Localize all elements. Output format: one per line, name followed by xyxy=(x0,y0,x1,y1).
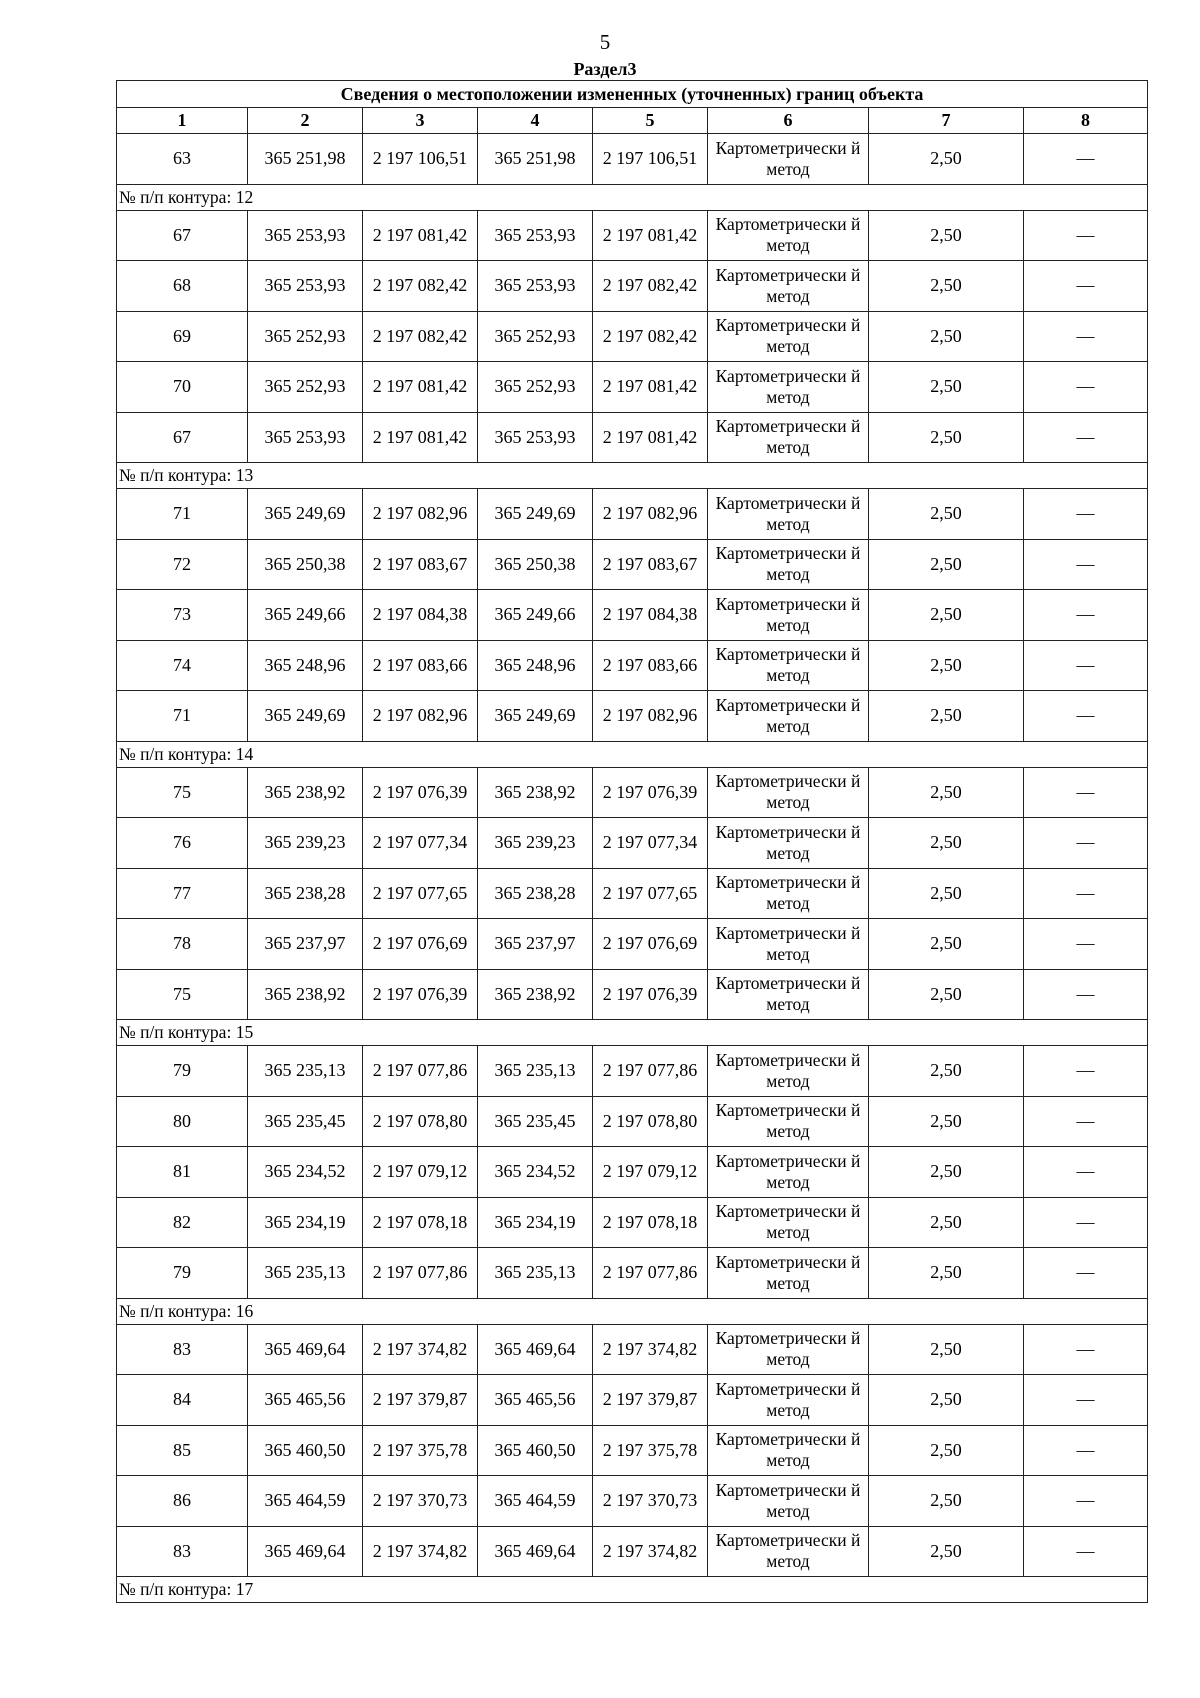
cell-y-old: 2 197 078,80 xyxy=(363,1096,478,1147)
cell-description: — xyxy=(1024,919,1148,970)
cell-y-old: 2 197 375,78 xyxy=(363,1425,478,1476)
cell-point-number: 73 xyxy=(117,590,248,641)
cell-accuracy: 2,50 xyxy=(869,1425,1024,1476)
table-row xyxy=(117,1197,1148,1248)
cell-x-old: 365 249,69 xyxy=(248,489,363,540)
cell-x-new: 365 238,92 xyxy=(478,767,593,818)
cell-y-new: 2 197 370,73 xyxy=(593,1476,708,1527)
cell-description: — xyxy=(1024,539,1148,590)
cell-y-old: 2 197 082,96 xyxy=(363,691,478,742)
cell-point-number: 67 xyxy=(117,210,248,261)
cell-accuracy: 2,50 xyxy=(869,818,1024,869)
cell-y-new: 2 197 082,96 xyxy=(593,691,708,742)
cell-y-old: 2 197 077,34 xyxy=(363,818,478,869)
cell-method: Картометрически й метод xyxy=(708,261,869,312)
cell-description: — xyxy=(1024,1476,1148,1527)
page-number: 5 xyxy=(599,30,611,54)
cell-y-old: 2 197 081,42 xyxy=(363,362,478,413)
table-row xyxy=(117,489,1148,540)
contour-label: № п/п контура: 13 xyxy=(117,463,1148,489)
section-title: Раздел3 xyxy=(573,59,637,79)
table-row xyxy=(117,1248,1148,1299)
cell-point-number: 78 xyxy=(117,919,248,970)
cell-y-old: 2 197 370,73 xyxy=(363,1476,478,1527)
cell-method: Картометрически й метод xyxy=(708,362,869,413)
cell-x-new: 365 251,98 xyxy=(478,134,593,185)
cell-y-old: 2 197 083,66 xyxy=(363,640,478,691)
cell-x-old: 365 253,93 xyxy=(248,261,363,312)
cell-x-old: 365 252,93 xyxy=(248,311,363,362)
cell-x-old: 365 469,64 xyxy=(248,1526,363,1577)
cell-x-old: 365 248,96 xyxy=(248,640,363,691)
cell-description: — xyxy=(1024,868,1148,919)
cell-x-new: 365 249,66 xyxy=(478,590,593,641)
cell-point-number: 67 xyxy=(117,412,248,463)
cell-method: Картометрически й метод xyxy=(708,489,869,540)
cell-x-new: 365 252,93 xyxy=(478,362,593,413)
table-row xyxy=(117,640,1148,691)
cell-x-new: 365 249,69 xyxy=(478,691,593,742)
table-row xyxy=(117,818,1148,869)
cell-x-new: 365 253,93 xyxy=(478,261,593,312)
cell-y-old: 2 197 082,96 xyxy=(363,489,478,540)
cell-method: Картометрически й метод xyxy=(708,134,869,185)
column-number-row xyxy=(117,108,1148,134)
cell-description: — xyxy=(1024,134,1148,185)
cell-y-new: 2 197 374,82 xyxy=(593,1526,708,1577)
cell-x-old: 365 238,92 xyxy=(248,767,363,818)
cell-x-old: 365 237,97 xyxy=(248,919,363,970)
contour-row xyxy=(117,463,1148,489)
cell-y-old: 2 197 076,39 xyxy=(363,969,478,1020)
cell-y-new: 2 197 078,80 xyxy=(593,1096,708,1147)
cell-y-new: 2 197 083,67 xyxy=(593,539,708,590)
cell-accuracy: 2,50 xyxy=(869,539,1024,590)
cell-x-old: 365 235,13 xyxy=(248,1046,363,1097)
cell-y-old: 2 197 081,42 xyxy=(363,210,478,261)
cell-x-old: 365 469,64 xyxy=(248,1324,363,1375)
cell-y-old: 2 197 077,86 xyxy=(363,1248,478,1299)
cell-y-new: 2 197 076,39 xyxy=(593,767,708,818)
table-row xyxy=(117,134,1148,185)
cell-description: — xyxy=(1024,1096,1148,1147)
cell-y-new: 2 197 077,86 xyxy=(593,1046,708,1097)
cell-accuracy: 2,50 xyxy=(869,969,1024,1020)
cell-accuracy: 2,50 xyxy=(869,1248,1024,1299)
cell-method: Картометрически й метод xyxy=(708,640,869,691)
table-caption: Сведения о местоположении измененных (уточненных) границ объекта xyxy=(117,81,1148,108)
cell-point-number: 79 xyxy=(117,1248,248,1299)
cell-accuracy: 2,50 xyxy=(869,1476,1024,1527)
table-row xyxy=(117,1324,1148,1375)
cell-accuracy: 2,50 xyxy=(869,919,1024,970)
cell-method: Картометрически й метод xyxy=(708,210,869,261)
cell-accuracy: 2,50 xyxy=(869,210,1024,261)
cell-point-number: 63 xyxy=(117,134,248,185)
cell-x-old: 365 253,93 xyxy=(248,210,363,261)
cell-description: — xyxy=(1024,489,1148,540)
cell-x-old: 365 238,28 xyxy=(248,868,363,919)
cell-x-old: 365 234,19 xyxy=(248,1197,363,1248)
cell-y-new: 2 197 082,42 xyxy=(593,261,708,312)
cell-y-old: 2 197 078,18 xyxy=(363,1197,478,1248)
table-row xyxy=(117,362,1148,413)
cell-x-old: 365 251,98 xyxy=(248,134,363,185)
cell-method: Картометрически й метод xyxy=(708,1096,869,1147)
cell-method: Картометрически й метод xyxy=(708,539,869,590)
cell-description: — xyxy=(1024,1248,1148,1299)
cell-x-old: 365 250,38 xyxy=(248,539,363,590)
table-row xyxy=(117,590,1148,641)
cell-point-number: 84 xyxy=(117,1375,248,1426)
cell-point-number: 69 xyxy=(117,311,248,362)
cell-x-new: 365 460,50 xyxy=(478,1425,593,1476)
cell-method: Картометрически й метод xyxy=(708,919,869,970)
cell-accuracy: 2,50 xyxy=(869,1046,1024,1097)
column-number: 2 xyxy=(248,108,363,134)
cell-x-new: 365 237,97 xyxy=(478,919,593,970)
cell-method: Картометрически й метод xyxy=(708,868,869,919)
cell-description: — xyxy=(1024,311,1148,362)
cell-method: Картометрически й метод xyxy=(708,1046,869,1097)
table-row xyxy=(117,1476,1148,1527)
cell-description: — xyxy=(1024,767,1148,818)
cell-point-number: 75 xyxy=(117,969,248,1020)
cell-description: — xyxy=(1024,691,1148,742)
cell-y-old: 2 197 374,82 xyxy=(363,1324,478,1375)
cell-y-new: 2 197 084,38 xyxy=(593,590,708,641)
cell-x-new: 365 469,64 xyxy=(478,1526,593,1577)
cell-y-old: 2 197 082,42 xyxy=(363,261,478,312)
cell-point-number: 82 xyxy=(117,1197,248,1248)
cell-x-new: 365 234,19 xyxy=(478,1197,593,1248)
table-row xyxy=(117,1046,1148,1097)
column-number: 7 xyxy=(869,108,1024,134)
cell-accuracy: 2,50 xyxy=(869,1096,1024,1147)
cell-y-new: 2 197 079,12 xyxy=(593,1147,708,1198)
cell-x-new: 365 239,23 xyxy=(478,818,593,869)
cell-y-new: 2 197 375,78 xyxy=(593,1425,708,1476)
cell-x-new: 365 248,96 xyxy=(478,640,593,691)
cell-x-old: 365 235,45 xyxy=(248,1096,363,1147)
table-row xyxy=(117,919,1148,970)
cell-y-new: 2 197 081,42 xyxy=(593,412,708,463)
cell-description: — xyxy=(1024,640,1148,691)
cell-method: Картометрически й метод xyxy=(708,691,869,742)
cell-description: — xyxy=(1024,1375,1148,1426)
cell-y-old: 2 197 077,65 xyxy=(363,868,478,919)
cell-y-new: 2 197 082,42 xyxy=(593,311,708,362)
cell-x-new: 365 253,93 xyxy=(478,412,593,463)
cell-x-old: 365 235,13 xyxy=(248,1248,363,1299)
table-row xyxy=(117,261,1148,312)
cell-y-new: 2 197 106,51 xyxy=(593,134,708,185)
column-number: 1 xyxy=(117,108,248,134)
cell-x-new: 365 465,56 xyxy=(478,1375,593,1426)
cell-description: — xyxy=(1024,261,1148,312)
cell-accuracy: 2,50 xyxy=(869,767,1024,818)
cell-method: Картометрически й метод xyxy=(708,1324,869,1375)
cell-method: Картометрически й метод xyxy=(708,1248,869,1299)
table-row xyxy=(117,868,1148,919)
cell-y-new: 2 197 077,34 xyxy=(593,818,708,869)
cell-method: Картометрически й метод xyxy=(708,818,869,869)
contour-row xyxy=(117,1577,1148,1603)
table-row xyxy=(117,1425,1148,1476)
cell-y-old: 2 197 076,69 xyxy=(363,919,478,970)
cell-x-new: 365 234,52 xyxy=(478,1147,593,1198)
cell-x-new: 365 235,13 xyxy=(478,1248,593,1299)
cell-y-new: 2 197 077,86 xyxy=(593,1248,708,1299)
table-row xyxy=(117,1147,1148,1198)
cell-x-new: 365 252,93 xyxy=(478,311,593,362)
column-number: 6 xyxy=(708,108,869,134)
cell-y-old: 2 197 379,87 xyxy=(363,1375,478,1426)
cell-x-new: 365 464,59 xyxy=(478,1476,593,1527)
table-row xyxy=(117,969,1148,1020)
cell-x-old: 365 464,59 xyxy=(248,1476,363,1527)
contour-label: № п/п контура: 15 xyxy=(117,1020,1148,1046)
cell-accuracy: 2,50 xyxy=(869,261,1024,312)
cell-description: — xyxy=(1024,362,1148,413)
cell-point-number: 77 xyxy=(117,868,248,919)
cell-description: — xyxy=(1024,1197,1148,1248)
cell-point-number: 68 xyxy=(117,261,248,312)
cell-point-number: 74 xyxy=(117,640,248,691)
cell-description: — xyxy=(1024,1425,1148,1476)
cell-x-new: 365 238,28 xyxy=(478,868,593,919)
cell-x-new: 365 469,64 xyxy=(478,1324,593,1375)
cell-y-new: 2 197 083,66 xyxy=(593,640,708,691)
cell-accuracy: 2,50 xyxy=(869,868,1024,919)
cell-method: Картометрически й метод xyxy=(708,767,869,818)
contour-row xyxy=(117,1020,1148,1046)
cell-x-old: 365 234,52 xyxy=(248,1147,363,1198)
cell-y-old: 2 197 082,42 xyxy=(363,311,478,362)
cell-method: Картометрически й метод xyxy=(708,1197,869,1248)
boundary-coordinates-table xyxy=(116,80,1148,1603)
cell-y-old: 2 197 374,82 xyxy=(363,1526,478,1577)
cell-x-old: 365 460,50 xyxy=(248,1425,363,1476)
contour-label: № п/п контура: 14 xyxy=(117,741,1148,767)
cell-accuracy: 2,50 xyxy=(869,590,1024,641)
cell-method: Картометрически й метод xyxy=(708,1476,869,1527)
cell-description: — xyxy=(1024,1526,1148,1577)
cell-x-old: 365 249,66 xyxy=(248,590,363,641)
column-number: 3 xyxy=(363,108,478,134)
cell-accuracy: 2,50 xyxy=(869,489,1024,540)
table-row xyxy=(117,1526,1148,1577)
cell-method: Картометрически й метод xyxy=(708,412,869,463)
cell-point-number: 86 xyxy=(117,1476,248,1527)
cell-point-number: 76 xyxy=(117,818,248,869)
cell-method: Картометрически й метод xyxy=(708,1526,869,1577)
table-row xyxy=(117,691,1148,742)
column-number: 8 xyxy=(1024,108,1148,134)
cell-method: Картометрически й метод xyxy=(708,969,869,1020)
cell-point-number: 80 xyxy=(117,1096,248,1147)
cell-description: — xyxy=(1024,969,1148,1020)
cell-y-old: 2 197 081,42 xyxy=(363,412,478,463)
cell-y-new: 2 197 379,87 xyxy=(593,1375,708,1426)
cell-description: — xyxy=(1024,590,1148,641)
cell-method: Картометрически й метод xyxy=(708,1147,869,1198)
cell-x-new: 365 238,92 xyxy=(478,969,593,1020)
contour-label: № п/п контура: 12 xyxy=(117,184,1148,210)
cell-x-old: 365 252,93 xyxy=(248,362,363,413)
contour-label: № п/п контура: 16 xyxy=(117,1298,1148,1324)
cell-y-new: 2 197 076,39 xyxy=(593,969,708,1020)
cell-description: — xyxy=(1024,1147,1148,1198)
cell-description: — xyxy=(1024,210,1148,261)
cell-description: — xyxy=(1024,818,1148,869)
cell-x-old: 365 238,92 xyxy=(248,969,363,1020)
cell-x-new: 365 250,38 xyxy=(478,539,593,590)
cell-accuracy: 2,50 xyxy=(869,640,1024,691)
table-row xyxy=(117,311,1148,362)
cell-accuracy: 2,50 xyxy=(869,1197,1024,1248)
contour-row xyxy=(117,1298,1148,1324)
table-caption-row xyxy=(117,81,1148,108)
cell-y-old: 2 197 076,39 xyxy=(363,767,478,818)
cell-x-old: 365 249,69 xyxy=(248,691,363,742)
column-number: 5 xyxy=(593,108,708,134)
cell-accuracy: 2,50 xyxy=(869,362,1024,413)
cell-method: Картометрически й метод xyxy=(708,590,869,641)
cell-x-old: 365 465,56 xyxy=(248,1375,363,1426)
cell-accuracy: 2,50 xyxy=(869,691,1024,742)
cell-description: — xyxy=(1024,1324,1148,1375)
cell-y-new: 2 197 077,65 xyxy=(593,868,708,919)
column-number: 4 xyxy=(478,108,593,134)
cell-accuracy: 2,50 xyxy=(869,412,1024,463)
cell-x-new: 365 253,93 xyxy=(478,210,593,261)
cell-x-new: 365 249,69 xyxy=(478,489,593,540)
cell-point-number: 83 xyxy=(117,1324,248,1375)
cell-y-new: 2 197 076,69 xyxy=(593,919,708,970)
cell-accuracy: 2,50 xyxy=(869,1526,1024,1577)
cell-point-number: 81 xyxy=(117,1147,248,1198)
cell-method: Картометрически й метод xyxy=(708,1375,869,1426)
cell-accuracy: 2,50 xyxy=(869,311,1024,362)
cell-x-old: 365 239,23 xyxy=(248,818,363,869)
cell-y-old: 2 197 077,86 xyxy=(363,1046,478,1097)
cell-point-number: 79 xyxy=(117,1046,248,1097)
contour-row xyxy=(117,184,1148,210)
cell-y-new: 2 197 078,18 xyxy=(593,1197,708,1248)
cell-point-number: 72 xyxy=(117,539,248,590)
table-row xyxy=(117,1375,1148,1426)
cell-description: — xyxy=(1024,1046,1148,1097)
cell-accuracy: 2,50 xyxy=(869,1375,1024,1426)
table-row xyxy=(117,767,1148,818)
table-row xyxy=(117,210,1148,261)
cell-point-number: 71 xyxy=(117,489,248,540)
cell-accuracy: 2,50 xyxy=(869,1324,1024,1375)
cell-y-old: 2 197 106,51 xyxy=(363,134,478,185)
table-row xyxy=(117,1096,1148,1147)
cell-y-new: 2 197 081,42 xyxy=(593,210,708,261)
cell-y-new: 2 197 082,96 xyxy=(593,489,708,540)
cell-accuracy: 2,50 xyxy=(869,134,1024,185)
cell-method: Картометрически й метод xyxy=(708,1425,869,1476)
cell-y-new: 2 197 081,42 xyxy=(593,362,708,413)
table-row xyxy=(117,539,1148,590)
cell-point-number: 83 xyxy=(117,1526,248,1577)
cell-point-number: 70 xyxy=(117,362,248,413)
cell-y-old: 2 197 083,67 xyxy=(363,539,478,590)
cell-y-old: 2 197 084,38 xyxy=(363,590,478,641)
contour-row xyxy=(117,741,1148,767)
cell-point-number: 75 xyxy=(117,767,248,818)
cell-y-old: 2 197 079,12 xyxy=(363,1147,478,1198)
cell-description: — xyxy=(1024,412,1148,463)
cell-x-old: 365 253,93 xyxy=(248,412,363,463)
cell-point-number: 85 xyxy=(117,1425,248,1476)
cell-accuracy: 2,50 xyxy=(869,1147,1024,1198)
cell-point-number: 71 xyxy=(117,691,248,742)
cell-x-new: 365 235,45 xyxy=(478,1096,593,1147)
cell-method: Картометрически й метод xyxy=(708,311,869,362)
cell-x-new: 365 235,13 xyxy=(478,1046,593,1097)
cell-y-new: 2 197 374,82 xyxy=(593,1324,708,1375)
table-row xyxy=(117,412,1148,463)
contour-label: № п/п контура: 17 xyxy=(117,1577,1148,1603)
